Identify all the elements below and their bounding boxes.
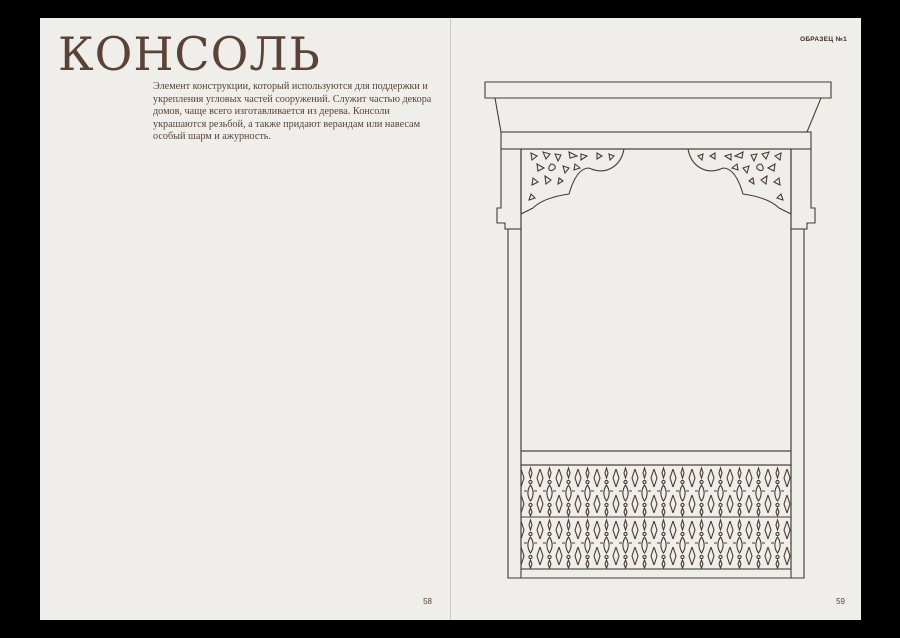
page-number-right: 59 [836, 597, 845, 606]
description-text: Элемент конструкции, который используются для поддержки и укрепления угловых частей сооружений. Служит частью декора домов, чаще всего изготавливается из дерева. Консоли украшаются резьбой, а также придают верандам или навесам особый шарм и ажурность. [153, 81, 432, 142]
left-post [497, 149, 521, 578]
page-number-left: 58 [423, 597, 432, 606]
console-frame-drawing-icon [451, 18, 861, 620]
right-page [451, 18, 861, 620]
right-post [791, 149, 815, 578]
sill [521, 451, 791, 465]
right-bracket [688, 149, 791, 214]
page-title: КОНСОЛЬ [58, 27, 321, 81]
sample-label: ОБРАЗЕЦ №1 [799, 36, 847, 43]
inner-frame [521, 149, 791, 451]
beam [501, 132, 811, 149]
left-page [40, 18, 450, 620]
cornice [485, 82, 831, 132]
left-bracket [521, 149, 624, 214]
